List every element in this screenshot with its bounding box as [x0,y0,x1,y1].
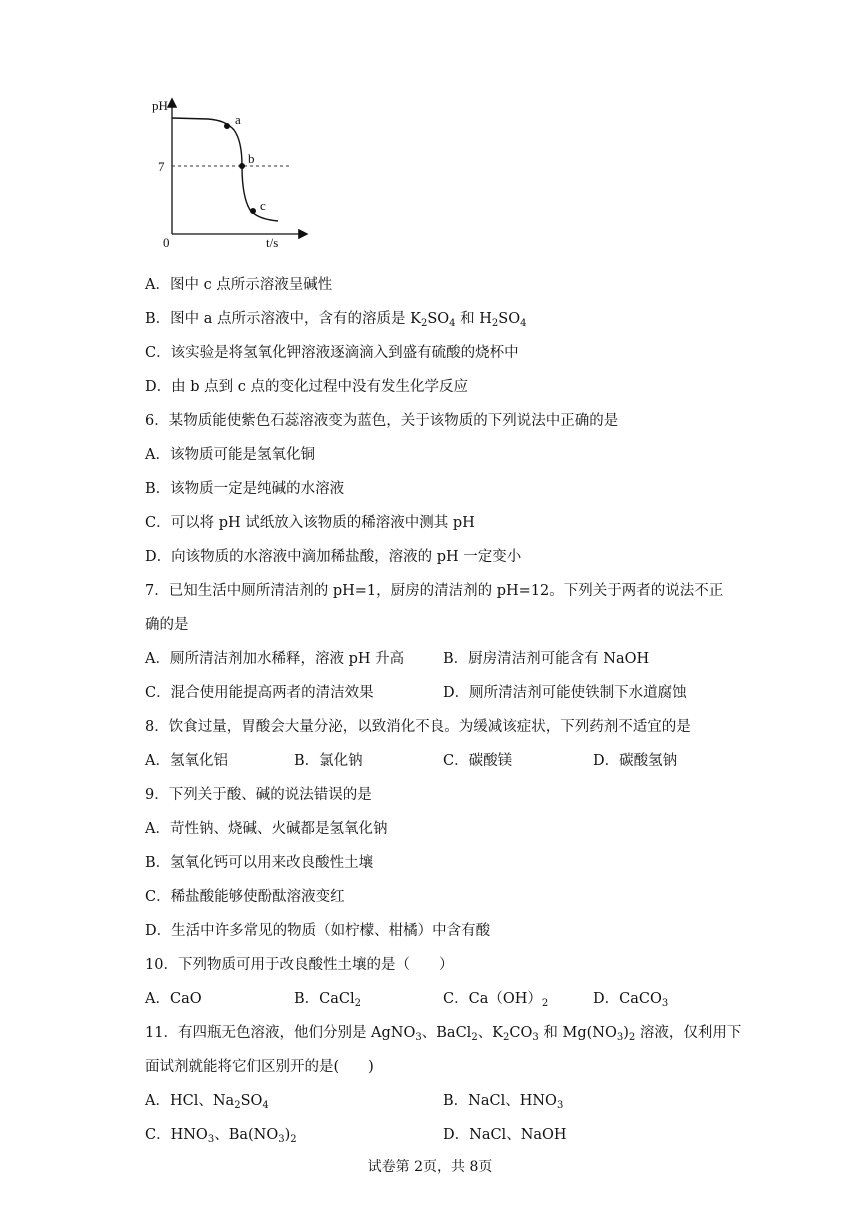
q10-option-d: D．CaCO$_3$ [593,991,669,1009]
q10-option-a: A．CaO [145,991,202,1007]
point-a-label: a [235,112,241,127]
origin-label: 0 [163,235,170,250]
q8-stem: 8．饮食过量，胃酸会大量分泌，以致消化不良。为缓减该症状，下列药剂不适宜的是 [145,719,691,735]
q8-option-a: A．氢氧化铝 [145,753,228,769]
q7-stem-line1: 7．已知生活中厕所清洁剂的 pH=1，厨房的清洁剂的 pH=12。下列关于两者的说法不正 [145,583,724,599]
q9-option-a: A．苛性钠、烧碱、火碱都是氢氧化钠 [145,821,388,837]
q9-option-d: D．生活中许多常见的物质（如柠檬、柑橘）中含有酸 [145,923,491,939]
q7-option-a: A．厕所清洁剂加水稀释，溶液 pH 升高 [145,651,405,667]
q5-option-d: D．由 b 点到 c 点的变化过程中没有发生化学反应 [145,379,468,395]
q11-stem-line1: 11．有四瓶无色溶液，他们分别是 AgNO$_3$、BaCl$_2$、$K_2CO_3$ 和 $Mg(NO_3)_2$ 溶液，仅利用下 [145,1025,742,1043]
q8-option-c: C．碳酸镁 [443,753,513,769]
point-c [250,208,256,214]
ph7-label: 7 [158,159,165,174]
point-a [224,123,230,129]
q7-option-b: B．厨房清洁剂可能含有 NaOH [443,651,650,667]
page-footer: 试卷第 2页，共 8页 [367,1159,493,1175]
q11-option-c: C．$HNO_3$、$Ba(NO_3)_2$ [145,1127,297,1145]
q5-option-c: C．该实验是将氢氧化钾溶液逐滴滴入到盛有硫酸的烧杯中 [145,345,519,361]
q7-stem-line2: 确的是 [145,617,189,633]
point-b-label: b [248,151,255,166]
q5-option-b: B．图中 a 点所示溶液中，含有的溶质是 $K_2SO_4$ 和 $H_2SO_4$ [145,311,527,329]
q6-option-c: C．可以将 pH 试纸放入该物质的稀溶液中测其 pH [145,515,475,531]
x-axis-label: t/s [266,235,279,250]
q6-option-a: A．该物质可能是氢氧化铜 [145,447,315,463]
q6-option-b: B．该物质一定是纯碱的水溶液 [145,481,345,497]
q5-option-a: A．图中 c 点所示溶液呈碱性 [145,277,333,293]
q9-stem: 9．下列关于酸、碱的说法错误的是 [145,787,372,803]
q11-stem-line2: 面试剂就能将它们区别开的是( ) [145,1059,374,1075]
q6-option-d: D．向该物质的水溶液中滴加稀盐酸，溶液的 pH 一定变小 [145,549,522,565]
point-b [239,163,245,169]
q11-option-a: A．HCl、$Na_2SO_4$ [145,1093,269,1111]
q8-option-b: B．氯化钠 [294,753,363,769]
q11-option-b: B．NaCl、$HNO_3$ [443,1093,564,1111]
q9-option-b: B．氢氧化钙可以用来改良酸性土壤 [145,855,374,871]
q10-option-b: B．CaCl$_2$ [294,991,362,1009]
y-axis-label: pH [152,98,168,113]
ph-time-graph [148,92,318,252]
q10-stem: 10．下列物质可用于改良酸性土壤的是（ ） [145,957,454,973]
q6-stem: 6．某物质能使紫色石蕊溶液变为蓝色，关于该物质的下列说法中正确的是 [145,413,619,429]
q7-option-d: D．厕所清洁剂可能使铁制下水道腐蚀 [443,685,687,701]
q11-option-d: D．NaCl、NaOH [443,1127,567,1143]
point-c-label: c [260,198,266,213]
q7-option-c: C．混合使用能提高两者的清洁效果 [145,685,374,701]
q10-option-c: C．$Ca(OH)_2$ [443,991,549,1009]
q9-option-c: C．稀盐酸能够使酚酞溶液变红 [145,889,345,905]
q8-option-d: D．碳酸氢钠 [593,753,678,769]
